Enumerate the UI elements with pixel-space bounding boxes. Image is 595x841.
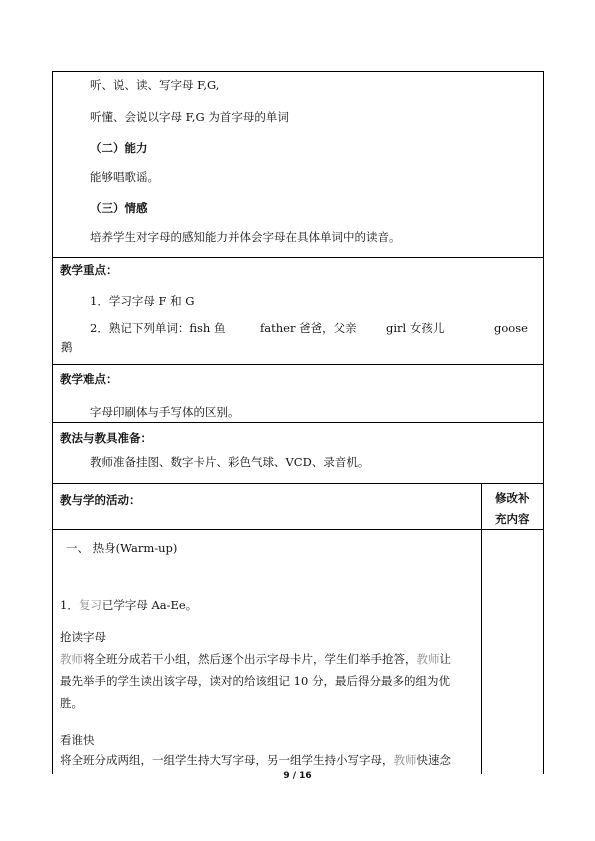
key-point-2-lead: 2．熟记下列单词：fish 鱼 (90, 321, 226, 335)
review-line (60, 598, 197, 612)
game1-line2: 最先举手的学生读出该字母，读对的给该组记 10 分，最后得分最多的组为优 (60, 674, 450, 688)
methods-text: 教师准备挂图、数字卡片、彩色气球、VCD、录音机。 (90, 455, 370, 469)
page-number: 9 / 16 (283, 771, 312, 781)
step-warm-up: 一、 热身(Warm-up) (66, 541, 178, 555)
key-point-2-word-father: father 爸爸，父亲 (260, 321, 357, 335)
game2-line1 (60, 753, 451, 767)
key-point-2-tail: 鹅 (61, 340, 73, 354)
review-prefix: 1． (60, 598, 79, 612)
emotion-text: 培养学生对字母的感知能力并体会字母在具体单词中的读音。 (90, 230, 401, 244)
difficulties-heading: 教学难点： (60, 372, 118, 386)
ability-heading: （二）能力 (90, 141, 148, 155)
activities-heading: 教与学的活动： (60, 493, 141, 507)
review-word: 复习 (78, 598, 102, 612)
game2-title: 看谁快 (60, 733, 95, 747)
skill-line-1: 听、说、读、写字母 F,G, (90, 78, 220, 92)
revision-heading-line2: 充内容 (495, 512, 530, 526)
game1-line3: 胜。 (60, 696, 83, 710)
key-points-heading: 教学重点： (60, 263, 118, 277)
skill-line-2: 听懂、会说以字母 F,G 为首字母的单词 (90, 110, 289, 124)
game1-teacher-word: 教师 (60, 652, 83, 666)
game1-line1-end: 让 (439, 652, 451, 666)
key-point-1: 1．学习字母 F 和 G (90, 294, 195, 308)
game1-line1 (60, 652, 451, 666)
review-rest: 已学字母 Aa-Ee。 (101, 598, 198, 612)
key-point-2-word-goose: goose (494, 321, 528, 335)
game1-teacher-word-2: 教师 (416, 652, 440, 666)
revision-body-cell (481, 529, 544, 774)
key-points-cell (52, 257, 544, 365)
methods-heading: 教法与教具准备： (60, 431, 152, 445)
key-point-2-word-girl: girl 女孩儿 (386, 321, 445, 335)
game2-teacher-word: 教师 (393, 753, 417, 767)
game2-line1-text: 将全班分成两组，一组学生持大写字母，另一组学生持小写字母， (60, 753, 394, 767)
game1-title: 抢读字母 (60, 630, 106, 644)
emotion-heading: （三）情感 (90, 201, 148, 215)
game1-line1-text: 将全班分成若干小组，然后逐个出示字母卡片，学生们举手抢答， (83, 652, 417, 666)
revision-heading-line1: 修改补 (495, 491, 530, 505)
ability-text: 能够唱歌谣。 (90, 170, 159, 184)
difficulties-text: 字母印刷体与手写体的区别。 (90, 405, 240, 419)
game2-line1-end: 快速念 (416, 753, 451, 767)
